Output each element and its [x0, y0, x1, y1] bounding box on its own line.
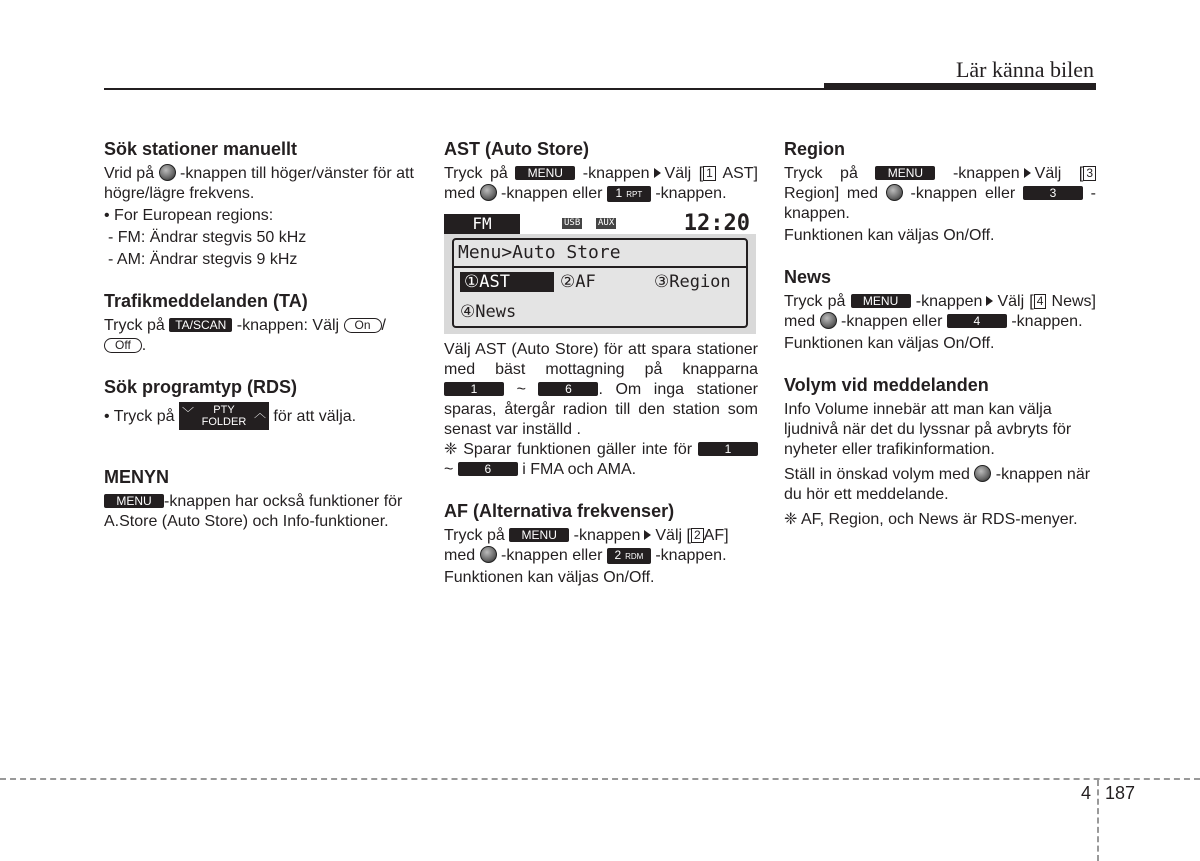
text: ~	[516, 381, 526, 398]
section-ast-desc	[444, 340, 758, 480]
paragraph	[444, 164, 758, 204]
text: Tryck på	[444, 527, 505, 544]
text: 2	[614, 548, 622, 562]
status-bar	[444, 212, 756, 234]
section-pty	[104, 376, 422, 430]
text: -knappen eller	[501, 185, 603, 202]
header-title: Lär känna bilen	[955, 57, 1094, 82]
on-option: On	[344, 318, 382, 333]
column-1	[104, 138, 422, 552]
menu-option-news[interactable]: ④News	[460, 302, 517, 322]
text: RDM	[625, 552, 644, 561]
section-heading: Volym vid meddelanden	[784, 375, 989, 395]
ta-scan-button-icon: TA/SCAN	[169, 318, 232, 332]
section-news	[784, 266, 1096, 354]
option-number-icon: 1	[703, 166, 716, 181]
option-number-icon: 4	[1034, 294, 1047, 309]
text: AF] med	[444, 527, 729, 564]
note: ❈ AF, Region, och News är RDS-menyer.	[784, 511, 1078, 528]
paragraph: Funktionen kan väljas On/Off.	[784, 227, 995, 244]
text: /	[381, 317, 386, 334]
pty-folder-button-icon	[179, 402, 269, 430]
display-screen	[444, 212, 756, 334]
menu-button-icon: MENU	[104, 494, 164, 508]
section-volume	[784, 374, 1096, 530]
bullet-subitem: - AM: Ändrar stegvis 9 kHz	[108, 251, 298, 268]
text: Välj [	[1034, 165, 1084, 182]
paragraph	[444, 340, 758, 440]
chevron-down-icon: ﹀	[181, 406, 194, 420]
pty-label: PTY	[213, 404, 235, 416]
header-rule-accent	[824, 83, 1096, 90]
tune-knob-icon	[480, 184, 497, 201]
column-3	[784, 138, 1096, 550]
band-label: FM	[444, 214, 520, 234]
menu-option-region[interactable]: ③Region	[654, 272, 731, 292]
section-menu	[104, 466, 422, 532]
preset-1-rpt-button-icon	[607, 186, 651, 202]
menu-option-af[interactable]: ②AF	[560, 272, 596, 292]
text: för att välja.	[273, 408, 357, 425]
off-option: Off	[104, 338, 142, 353]
text: Tryck på	[444, 165, 508, 182]
chevron-up-icon: ︿	[253, 406, 266, 420]
text: -knappen.	[784, 185, 1096, 222]
text: -knappen har också funktioner för A.Store (Auto Store) och Info-funktioner.	[104, 493, 403, 530]
tune-knob-icon	[820, 312, 837, 329]
text: Välj AST (Auto Store) för att spara stationer med bäst mottagning på knapparna	[444, 341, 758, 378]
text: .	[141, 337, 147, 354]
section-heading: Sök stationer manuellt	[104, 139, 298, 159]
option-number-icon: 3	[1083, 166, 1096, 181]
option-number-icon: 2	[691, 528, 704, 543]
menu-button-icon: MENU	[875, 166, 935, 180]
chapter-number: 4	[1081, 783, 1092, 803]
preset-1-button-icon: 1	[698, 442, 758, 456]
section-ast	[444, 138, 758, 204]
paragraph: Funktionen kan väljas On/Off.	[444, 569, 655, 586]
section-heading: News	[784, 267, 832, 287]
folder-label: FOLDER	[201, 416, 247, 428]
menu-button-icon: MENU	[509, 528, 569, 542]
paragraph: Funktionen kan väljas On/Off.	[784, 335, 995, 352]
text: AST] med	[444, 165, 758, 202]
clock: 12:20	[683, 211, 750, 236]
paragraph	[444, 526, 758, 566]
section-heading: AST (Auto Store)	[444, 139, 589, 159]
text: 1	[615, 186, 623, 200]
text: -knappen.	[655, 547, 727, 564]
menu-title: Menu>Auto Store	[458, 242, 621, 263]
text: News] med	[784, 293, 1096, 330]
text: Tryck på	[784, 293, 846, 310]
text: -knappen till höger/vänster för att högre/lägre frekvens.	[104, 165, 414, 202]
text: -knappen eller	[501, 547, 603, 564]
text: Ställ in önskad volym med	[784, 466, 970, 483]
text: Välj [	[664, 165, 704, 182]
text: RPT	[626, 190, 643, 199]
text: -knappen	[582, 165, 650, 182]
section-af	[444, 500, 758, 588]
section-manual-search	[104, 138, 422, 270]
text: Välj [	[997, 293, 1034, 310]
section-heading: Region	[784, 139, 845, 159]
text: -knappen	[915, 293, 983, 310]
paragraph	[104, 402, 422, 430]
paragraph	[104, 316, 422, 356]
note	[444, 440, 758, 480]
preset-1-button-icon: 1	[444, 382, 504, 396]
paragraph	[784, 465, 1096, 505]
footer-vertical-divider	[1097, 780, 1099, 861]
preset-4-button-icon: 4	[947, 314, 1007, 328]
footer-divider	[0, 778, 1200, 780]
column-2	[444, 138, 758, 588]
page-number: 187	[1105, 783, 1136, 803]
section-heading: Trafikmeddelanden (TA)	[104, 291, 308, 311]
section-region	[784, 138, 1096, 246]
menu-button-icon: MENU	[851, 294, 911, 308]
text: -knappen.	[1011, 313, 1083, 330]
text: Tryck på	[104, 317, 165, 334]
preset-2-rdm-button-icon	[607, 548, 651, 564]
text: ~	[444, 461, 454, 478]
volume-knob-icon	[974, 465, 991, 482]
paragraph	[104, 164, 422, 204]
text: Region] med	[784, 185, 879, 202]
arrow-right-icon	[1024, 168, 1031, 178]
text: -knappen.	[655, 185, 727, 202]
text: -knappen när du hör ett meddelande.	[784, 466, 1091, 503]
paragraph	[104, 492, 422, 532]
text: -knappen: Välj	[236, 317, 340, 334]
tune-knob-icon	[886, 184, 903, 201]
text: ❈ Sparar funktionen gäller inte för	[444, 441, 693, 458]
text: Vrid på	[104, 165, 155, 182]
text: • Tryck på	[104, 408, 175, 425]
text: -knappen eller	[841, 313, 943, 330]
tune-knob-icon	[159, 164, 176, 181]
paragraph	[784, 292, 1096, 332]
section-heading: AF (Alternativa frekvenser)	[444, 501, 675, 521]
menu-panel	[452, 238, 748, 328]
tune-knob-icon	[480, 546, 497, 563]
paragraph	[784, 164, 1096, 224]
preset-3-button-icon: 3	[1023, 186, 1083, 200]
arrow-right-icon	[654, 168, 661, 178]
paragraph: Info Volume innebär att man kan välja ljudnivå när det du lyssnar på avbryts för nyheter eller trafikinformation.	[784, 401, 1072, 458]
text: Tryck på	[784, 165, 858, 182]
preset-6-button-icon: 6	[538, 382, 598, 396]
preset-6-button-icon: 6	[458, 462, 518, 476]
bullet-subitem: - FM: Ändrar stegvis 50 kHz	[108, 229, 307, 246]
menu-button-icon: MENU	[515, 166, 575, 180]
aux-icon: AUX	[598, 218, 615, 228]
text: Välj [	[655, 527, 691, 544]
arrow-right-icon	[644, 530, 651, 540]
text: . Om inga stationer sparas, återgår radion till den station som senast var inställd .	[444, 381, 758, 438]
text: -knappen	[573, 527, 641, 544]
text: -knappen eller	[910, 185, 1016, 202]
text: i FMA och AMA.	[522, 461, 637, 478]
section-heading: Sök programtyp (RDS)	[104, 377, 298, 397]
section-heading: MENYN	[104, 467, 170, 487]
bullet-item: • For European regions:	[104, 207, 274, 224]
menu-option-ast[interactable]: ①AST	[460, 272, 554, 292]
arrow-right-icon	[986, 296, 993, 306]
text: -knappen	[952, 165, 1020, 182]
divider	[454, 266, 746, 268]
usb-icon: USB	[564, 218, 581, 228]
section-traffic	[104, 290, 422, 356]
